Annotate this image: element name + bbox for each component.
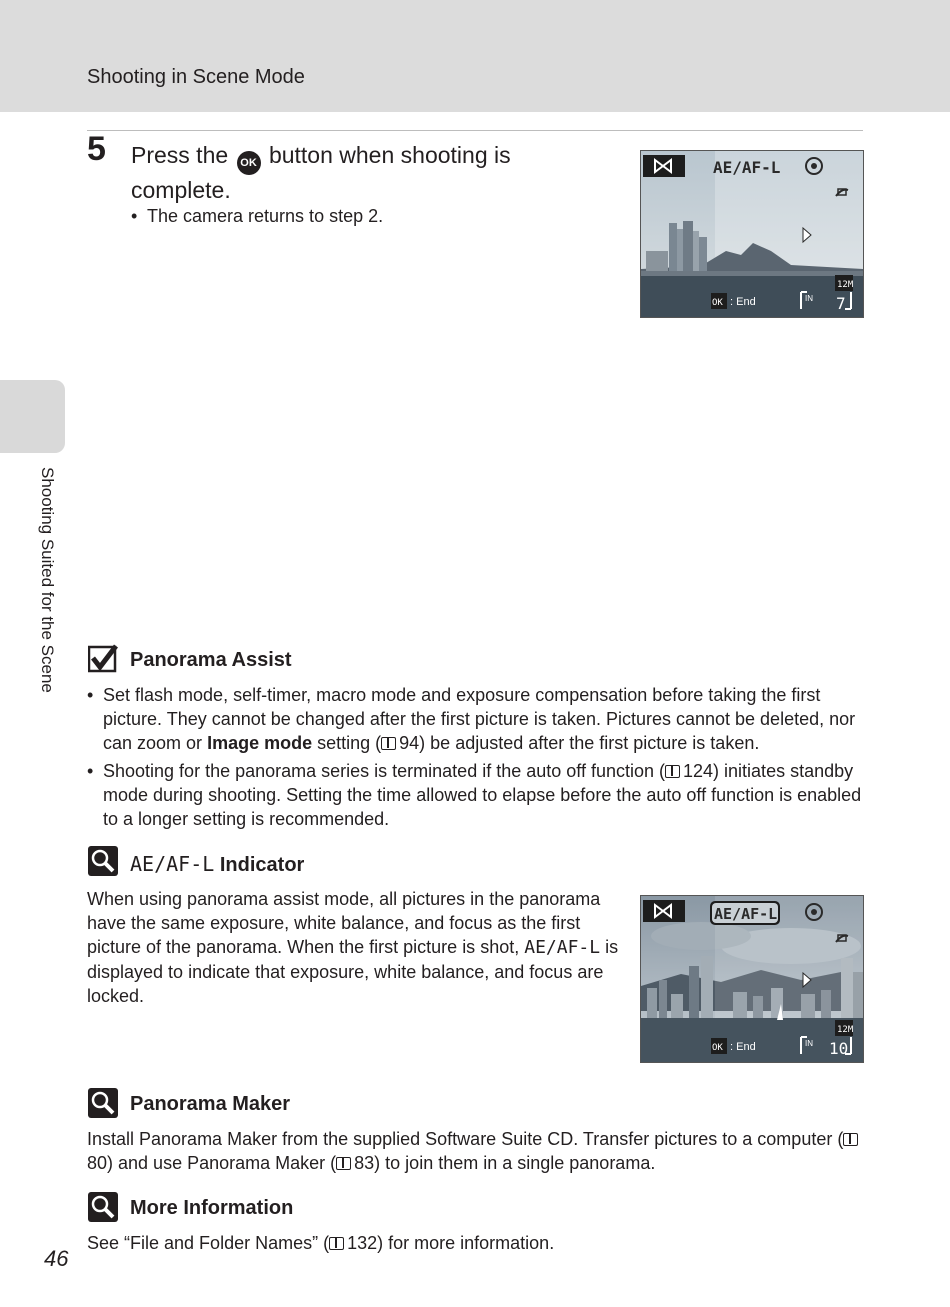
step-text-before: Press the xyxy=(131,142,229,168)
aeafl-label: AE/AF-L xyxy=(713,158,781,177)
page-ref: 80 xyxy=(87,1153,108,1173)
camera-screen-1 xyxy=(640,150,864,318)
step-instruction xyxy=(131,140,601,205)
camera-screen-2 xyxy=(640,895,864,1063)
image-size-label: 12M xyxy=(837,1025,854,1035)
panorama-maker-text: Install Panorama Maker from the supplied Software Suite CD. Transfer pictures to a computer (80) and use Panorama Maker ( 83) to join them in a single panorama. xyxy=(87,1127,863,1175)
side-tab xyxy=(0,380,65,453)
panorama-assist-bullet-1: • Set flash mode, self-timer, macro mode and exposure compensation before taking the first picture. They cannot be changed after the first picture is taken. Pictures cannot be deleted, nor can zoom or Image mode setting ( 94) be adjusted after the first picture is taken. xyxy=(87,683,863,755)
memory-label: IN xyxy=(805,1039,813,1048)
side-tab-label: Shooting Suited for the Scene xyxy=(38,467,57,693)
page-number: 46 xyxy=(44,1246,69,1271)
page-ref-icon xyxy=(381,737,396,750)
page-ref: 94 xyxy=(399,733,420,753)
step-bullets xyxy=(131,204,601,228)
ok-label: OK xyxy=(712,298,723,308)
aeafl-indicator-title: AE/AF-L Indicator xyxy=(130,852,305,876)
aeafl-indicator-text: When using panorama assist mode, all pictures in the panorama have the same exposure, white balance, and focus as the first picture of the panorama. When the first picture is shot, AE/AF-L is displayed to indicate that exposure, white balance, and focus are locked. xyxy=(87,889,619,1006)
aeafl-symbol: AE/AF-L xyxy=(130,852,215,876)
panorama-assist-title: Panorama Assist xyxy=(130,649,292,671)
end-label: : End xyxy=(730,1041,756,1053)
panorama-assist-bullets xyxy=(87,683,863,831)
section-rule xyxy=(87,130,863,131)
memory-label: IN xyxy=(805,294,813,303)
note-magnifier-icon xyxy=(88,1088,118,1118)
more-info-text: See “File and Folder Names” ( 132) for more information. xyxy=(87,1233,555,1253)
ok-button-icon: OK xyxy=(237,151,261,175)
aeafl-symbol-inline: AE/AF-L xyxy=(524,937,601,958)
exposures-remaining: 10 xyxy=(829,1039,849,1058)
page-ref-icon xyxy=(665,765,680,778)
aeafl-label-highlighted: AE/AF-L xyxy=(714,905,778,923)
panorama-assist-bullet-2: • Shooting for the panorama series is terminated if the auto off function ( 124) initiates standby mode during shooting. Setting the time allowed to elapse before the auto off function is enabled to a longer setting is recommended. xyxy=(87,759,863,831)
exposures-remaining: 7 xyxy=(836,294,846,313)
note-magnifier-icon xyxy=(88,1192,118,1222)
end-label: : End xyxy=(730,296,756,308)
page-ref-icon xyxy=(329,1237,344,1250)
step-text-after: button when shooting is complete. xyxy=(131,142,511,203)
page-ref: 124 xyxy=(683,761,714,781)
header-title: Shooting in Scene Mode xyxy=(87,66,305,88)
more-info-title: More Information xyxy=(130,1197,294,1219)
checkmark-icon xyxy=(88,644,118,674)
note-magnifier-icon xyxy=(88,846,118,876)
image-size-label: 12M xyxy=(837,280,854,290)
image-mode-term: Image mode xyxy=(207,733,313,753)
page-ref-icon xyxy=(336,1157,351,1170)
header-band xyxy=(0,0,950,112)
page-ref: 83 xyxy=(354,1153,375,1173)
panorama-maker-title: Panorama Maker xyxy=(130,1093,291,1115)
page-ref: 132 xyxy=(347,1233,378,1253)
step-bullet: • The camera returns to step 2. xyxy=(131,204,601,228)
step-number: 5 xyxy=(87,130,106,168)
page-ref-icon xyxy=(843,1133,858,1146)
ok-label: OK xyxy=(712,1043,723,1053)
